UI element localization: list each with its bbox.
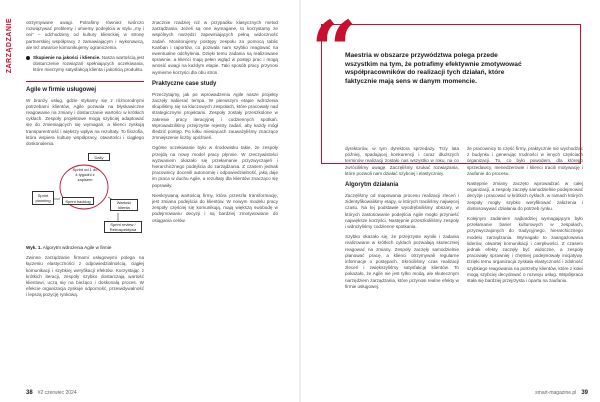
- pull-quote: Maestria w obszarze przywództwa polega przede wszystkim na tym, że potrafimy efektywnie zmotywować współpracowników do realizacji tych działań, które faktycznie mają sens w danym momencie.: [345, 52, 522, 85]
- paragraph: W branży usług, gdzie stykamy się z różnorodnymi potrzebami klientów, Agile pozwala na błyskawiczne reagowanie na zmiany i dostarczanie wartości w krótkich cyklach. Zespoły projektowe mogą szybciej adaptować się do zmieniających się wymagań, a klienci zyskują transparentność i większy wpływ na rezultaty. To filozofia, która wspiera kulturę współpracy, otwartości i ciągłego doskonalenia.: [26, 97, 144, 147]
- section-heading: Algorytm działania: [345, 182, 399, 189]
- issue-label: #2 czerwiec 2024: [37, 390, 77, 396]
- paragraph: Zwinne zarządzanie firmami usługowymi polega na łączeniu elastyczności z odpowiedzialnością, ciągłej komunikacji i szybkiej weryfikacji efektów. Korzystając z krótkich iteracji, zespoły szybko dostarczają wartość klientowi, uczą się na bieżąco i doskonalą proces. W efekcie organizacja zyskuje odporność, przewidywalność i lepszą pozycję rynkową.: [26, 255, 144, 298]
- bullet-title: Skupienie na jakości i kliencie.: [33, 55, 101, 61]
- paragraph: że pracownicy to część firmy, praktycznie nie wychodząc z budynku i generując trudności w innych częściach organizacji. To, co było powodem, dla którego sprzedawcy, menedżerowie i klienci tracili motywację i zaufanie do procesu.: [467, 146, 583, 176]
- bullet-text: Nasza wartością jest dostarczenie rozwiązań spełniających oczekiwania, które mierzymy satysfakcją klienta i jakością produktu.: [33, 55, 144, 73]
- page-number: 39: [581, 390, 588, 396]
- diagram-retro: Sprint review / Retrospektywa: [104, 221, 142, 233]
- paragraph: Przeczytajmy, jak po wprowadzeniu Agile nasze projekty zaczęły nabierać tempa. W pierwszym etapie wdrożenia skupiliśmy się na kluczowych zespołach, które pracowały nad strategicznymi projektami. Zespoły zostały przeszkolone w zakresie pracy iteracyjnej i codziennych spotkań. Wprowadziliśmy przejrzyste rejestry zadań, aby każdy mógł śledzić postęp. Po kilku miesiącach zauważyliśmy znaczące zmniejszenie liczby opóźnień.: [152, 91, 278, 141]
- right-column-1: [345, 146, 459, 294]
- quote-marks-icon: “: [311, 3, 358, 97]
- figure-caption: [26, 245, 144, 251]
- right-column-2: [467, 146, 583, 288]
- paragraph: Zaczęliśmy od mapowania procesu realizacji zleceń i zidentyfikowaliśmy etapy, w których traciliśmy najwięcej czasu. Na tej podstawie wyodrębniliśmy obszary, w których zastosowanie podejścia Agile mogło przynieść największe korzyści. Następnie przeszkoliliśmy zespoły i wdrożyliśmy codzienne spotkania.: [345, 193, 459, 230]
- paragraph: otrzymywane uwagi. Potrafimy równiez twórczo rozwiązywać problemy i umiemy podejścia w stylu „my i oni” – odchodzimy od kultury klienckiej w stronę partnerskiej współpracy z zamawiającym i wykonawcą, ale też otwarcie komunikujemy ograniczenia.: [26, 20, 144, 50]
- paragraph: Ogólne oczekiwanie było w środowisku takie, że zespoły przejdą na nowy model pracy płynnie. W rzeczywistości wyzwaniem okazało się przełamanie przyzwyczajeń i hierarchicznego podejścia do zarządzania. Z czasem jednak pracownicy docenili autonomię i odpowiedzialność, jaką daje im praca w duchu Agile, a rezultaty dla klientów znacząco się poprawiły.: [152, 145, 278, 188]
- paragraph: Szybko okazało się, że przejrzyste wyniki i zadania realizowane w krótkich cyklach pozwalają skuteczniej reagować na zmiany. Zespoły zaczęły samodzielnie planować pracę, a klienci otrzymywali regularne informacje o postępach. Skróciliśmy czas realizacji zleceń i zwiększyliśmy satysfakcję klientów. To pokazało, że Agile nie jest tylko modą, ale skutecznym narzędziem zarządzania, które przynosi realne efekty w firmie usługowej.: [345, 234, 459, 289]
- bullet-item: [26, 55, 144, 78]
- paragraph: dyrektorów, w tym dyrektora sprzedaży. Trzy lata później, spadającej konkurencji i coraz dłuższych terminów realizacji zostało nas wszystko w roku, na co zwróciliśmy uwagę. Zaczęliśmy szukać rozwiązania, które pozwoli nam działać szybciej i elastyczniej.: [345, 146, 459, 176]
- section-heading: Praktyczne case study: [152, 80, 217, 87]
- section-heading: Agile w firmie usługowej: [26, 86, 97, 93]
- diagram-sprint-description: Sprint od 1 do 4 tygodni z zapisem: [72, 166, 98, 182]
- paragraph: Kolejnym zadaniem najbardziej wymagającym było przełamanie barier kulturowych w zespołach, przyzwyczajonych do tradycyjnego, hierarchicznego modelu zarządzania. Wymagało to zaangażowania liderów, otwartej komunikacji i cierpliwości. Z czasem jednak efekty zaczęły być widoczne, a zespoły pracowały sprawniej i chętniej podejmowały inicjatywy. Dzięki temu organizacja zyskała elastyczność i zdolność szybkiego reagowania na potrzeby klientów, które z kolei mogą szybciej decydować o rozwoju usług. Współpraca stała się bardziej przejrzysta i oparta na zaufaniu.: [467, 216, 583, 284]
- diagram-daily: Daily: [88, 153, 110, 161]
- diagram-value: Wartość klienta: [110, 199, 138, 211]
- paragraph: Nieskrywaną wartością firmy, która przeszła transformację, jest zmiana podejścia do klientów. W nowym modelu pracy zespoły częściej się komunikują, mają większą swobodę w podejmowaniu decyzji i są bardziej zmotywowane do osiągania celów.: [152, 192, 278, 223]
- page-number: 38: [26, 390, 33, 396]
- caption-label: Wyk. 1.: [26, 245, 42, 251]
- section-label: ZARZĄDZANIE: [6, 18, 13, 74]
- left-column-2: [152, 20, 278, 228]
- diagram-backlog: Sprint backlog: [62, 197, 94, 205]
- right-page: [301, 0, 600, 402]
- agile-diagram: [32, 151, 142, 241]
- bullet-dot-icon: [26, 56, 30, 60]
- left-page: [0, 0, 299, 402]
- left-footer: [26, 390, 77, 396]
- paragraph: znacznie rzadziej niż w przypadku klasycznych metod zarządzania. Jeżeli są one wymagane, to korzystamy ze wspólnych narzędzi zapewniających pełną widoczność zadań. Monitorujemy postępy zespołu za pomocą tablic Kanban i raportów, co pozwala nam szybko reagować na ewentualne odchylenia. Dzięki temu zadania są realizowane sprawnie, a klienci mają pełen wgląd w postęp prac i mogą wnosić uwagi na każdym etapie. Taki sposób pracy przynosi wymierne korzyści dla obu stron.: [152, 20, 278, 75]
- caption-text: Algorytm wdrożenia Agile w firmie: [42, 245, 112, 251]
- left-column-1: [26, 20, 144, 303]
- site-label: smart-magazine.pl: [535, 390, 577, 396]
- right-footer: [535, 390, 588, 396]
- pull-quote-frame: [321, 24, 581, 164]
- paragraph: Następnie zmiany zaczęto wprowadzać w całej organizacji, a zespoły zaczęły samodzielnie podejmować decyzje i pracować w krótkich cyklach, w ramach których zespoły mogły szybko weryfikować założenia i dostosowywać działania do potrzeb rynku.: [467, 181, 583, 211]
- diagram-planning: Sprint planning: [32, 191, 54, 205]
- divider: [26, 81, 144, 82]
